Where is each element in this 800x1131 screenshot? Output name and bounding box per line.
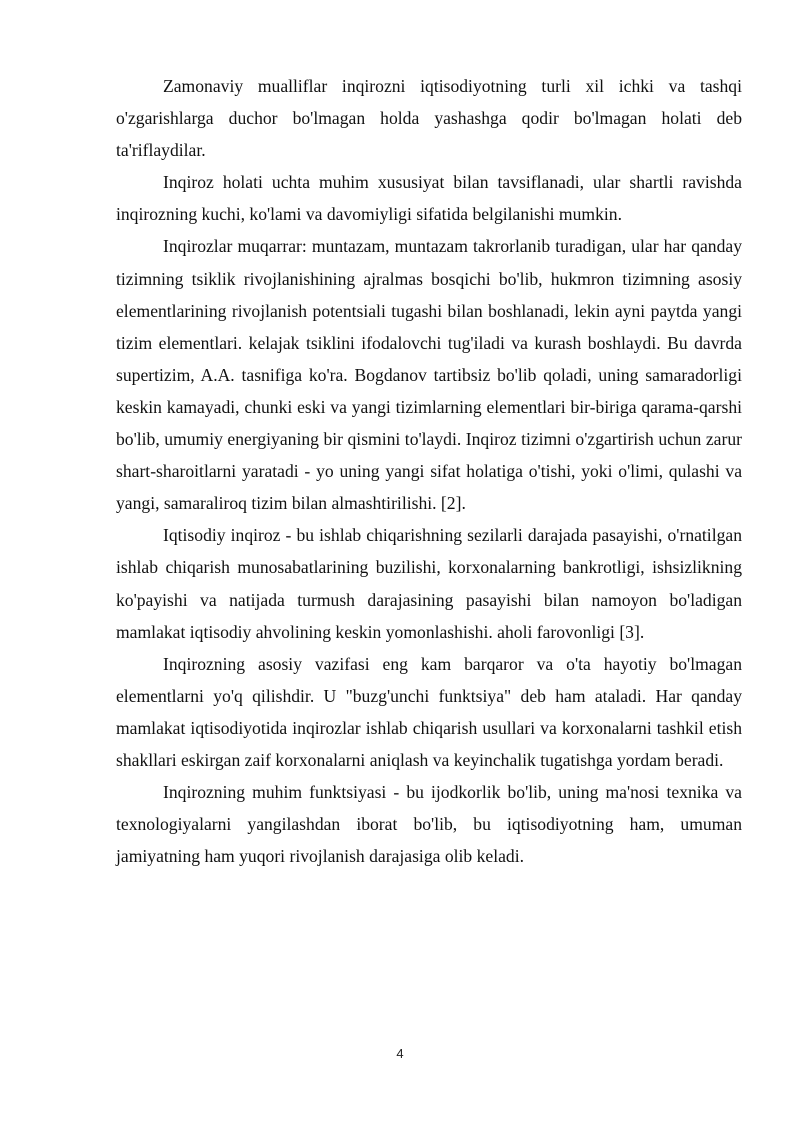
paragraph-1: Zamonaviy mualliflar inqirozni iqtisodiyotning turli xil ichki va tashqi o'zgarishlarga duchor bo'lmagan holda yashashga qodir bo'lmagan holati deb ta'riflaydilar. (116, 76, 742, 161)
page-number: 4 (396, 1046, 404, 1061)
paragraph-5: Inqirozning asosiy vazifasi eng kam barqaror va o'ta hayotiy bo'lmagan elementlarni yo'q qilishdir. U "buzg'unchi funktsiya" deb ham ataladi. Har qanday mamlakat iqtisodiyotida inqirozlar ishlab chiqarish usullari va korxonalarni tashkil etish shakllari eskirgan zaif korxonalarni aniqlash va keyinchalik tugatishga yordam beradi. (116, 653, 742, 770)
paragraph-2: Inqiroz holati uchta muhim xususiyat bilan tavsiflanadi, ular shartli ravishda inqirozning kuchi, ko'lami va davomiyligi sifatida belgilanishi mumkin. (116, 172, 742, 225)
paragraph-4: Iqtisodiy inqiroz - bu ishlab chiqarishning sezilarli darajada pasayishi, o'rnatilgan ishlab chiqarish munosabatlarining buzilishi, korxonalarning bankrotligi, ishsizlikning ko'payishi va natijada turmush darajasining pasayishi bilan namoyon bo'ladigan mamlakat iqtisodiy ahvolining keskin yomonlashishi. aholi farovonligi [3]. (116, 525, 742, 642)
paragraph-3: Inqirozlar muqarrar: muntazam, muntazam takrorlanib turadigan, ular har qanday tizimning tsiklik rivojlanishining ajralmas bosqichi bo'lib, hukmron tizimning asosiy elementlarining rivojlanish potentsiali tugashi bilan boshlanadi, lekin ayni paytda yangi tizim elementlari. kelajak tsiklini ifodalovchi tug'iladi va kurash boshlaydi. Bu davrda supertizim, A.A. tasnifiga ko'ra. Bogdanov tartibsiz bo'lib qoladi, uning samaradorligi keskin kamayadi, chunki eski va yangi tizimlarning elementlari bir-biriga qarama-qarshi bo'lib, umumiy energiyaning bir qismini to'laydi. Inqiroz tizimni o'zgartirish uchun zarur shart-sharoitlarni yaratadi - yo uning yangi sifat holatiga o'tishi, yoki o'limi, qulashi va yangi, samaraliroq tizim bilan almashtirilishi. [2]. (116, 236, 742, 514)
paragraph-6: Inqirozning muhim funktsiyasi - bu ijodkorlik bo'lib, uning ma'nosi texnika va texnologiyalarni yangilashdan iborat bo'lib, bu iqtisodiyotning ham, umuman jamiyatning ham yuqori rivojlanish darajasiga olib keladi. (116, 782, 742, 867)
body-text (116, 70, 742, 872)
